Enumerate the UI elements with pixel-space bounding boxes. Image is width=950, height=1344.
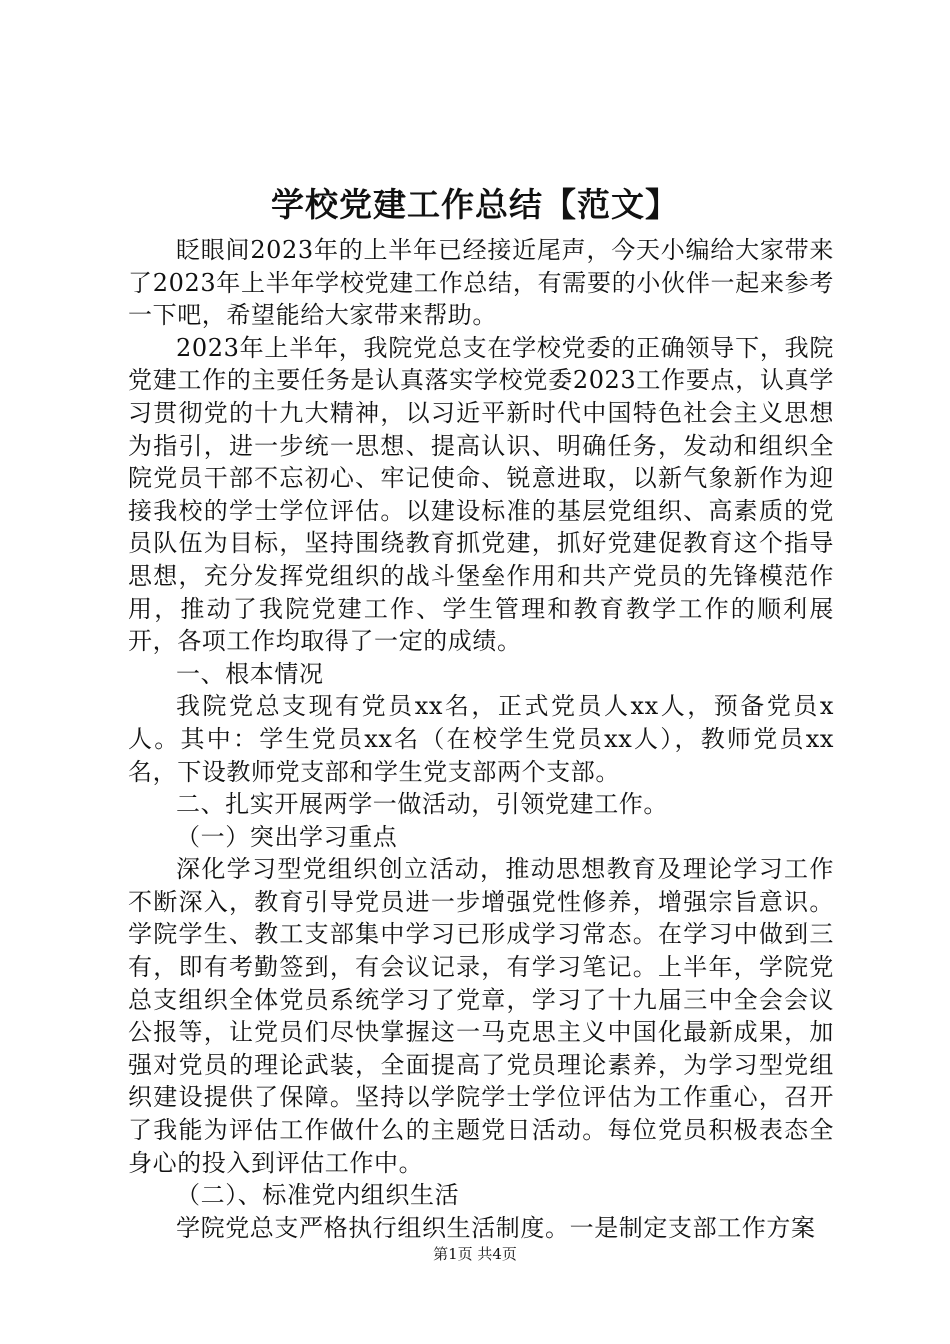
section-heading-two-study-one-do: 二、扎实开展两学一做活动，引领党建工作。 [176,790,668,819]
section-heading-basic-situation: 一、根本情况 [176,659,324,688]
paragraph-intro: 眨眼间2023年的上半年已经接近尾声，今天小编给大家带来了2023年上半年学校党建工作总结，有需要的小伙伴一起来参考一下吧，希望能给大家带来帮助。 [128,236,834,330]
paragraph-overview: 2023年上半年，我院党总支在学校党委的正确领导下，我院党建工作的主要任务是认真落实学校党委2023工作要点，认真学习贯彻党的十九大精神，以习近平新时代中国特色社会主义思想为指引，进一步统一思想、提高认识、明确任务，发动和组织全院党员干部不忘初心、牢记使命、锐意进取，以新气象新作为迎接我校的学士学位评估。以建设标准的基层党组织、高素质的党员队伍为目标，坚持围绕教育抓党建，抓好党建促教育这个指导思想，充分发挥党组织的战斗堡垒作用和共产党员的先锋模范作用，推动了我院党建工作、学生管理和教育教学工作的顺利展开，各项工作均取得了一定的成绩。 [128,333,834,656]
paragraph-study-focus: 深化学习型党组织创立活动，推动思想教育及理论学习工作不断深入，教育引导党员进一步增强党性修养，增强宗旨意识。学院学生、教工支部集中学习已形成学习常态。在学习中做到三有，即有考勤签到，有会议记录，有学习笔记。上半年，学院党总支组织全体党员系统学习了党章，学习了十九届三中全会会议公报等，让党员们尽快掌握这一马克思主义中国化最新成果，加强对党员的理论武装，全面提高了党员理论素养，为学习型党组织建设提供了保障。坚持以学院学士学位评估为工作重心，召开了我能为评估工作做什么的主题党日活动。每位党员积极表态全身心的投入到评估工作中。 [128,855,834,1177]
subsection-heading-organization-life: （二）、标准党内组织生活 [176,1181,460,1210]
subsection-heading-study-focus: （一）突出学习重点 [176,822,398,851]
paragraph-basic-situation: 我院党总支现有党员xx名，正式党员人xx人，预备党员x人。其中：学生党员xx名（在校学生党员xx人），教师党员xx名，下设教师党支部和学生党支部两个支部。 [128,692,834,786]
paragraph-organization-life: 学院党总支严格执行组织生活制度。一是制定支部工作方案 [176,1213,816,1242]
document-body [128,234,834,1244]
document-title: 学校党建工作总结【范文】 [271,185,679,224]
page-number-footer: 第1页 共4页 [433,1245,517,1263]
